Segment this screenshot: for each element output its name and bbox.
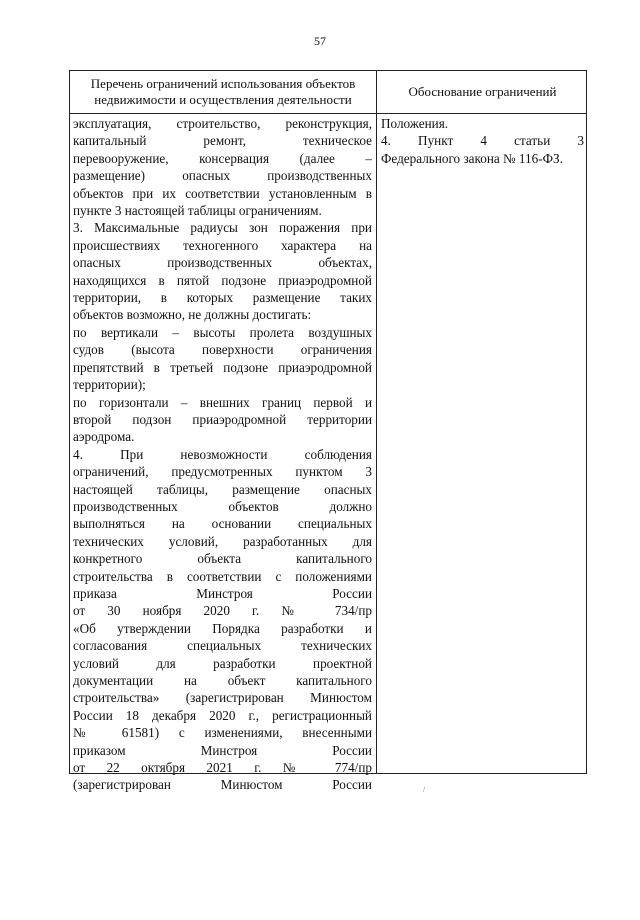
restriction-line: пункте 3 настоящей таблицы ограничениям.: [73, 203, 322, 219]
restriction-line: препятствий в третьей подзоне приаэродромной: [73, 359, 372, 375]
restriction-line: (зарегистрирован Минюстом России: [73, 777, 372, 793]
restriction-line: России 18 декабря 2020 г., регистрационный: [73, 707, 372, 723]
restriction-line: судов (высота поверхности ограничения: [73, 342, 372, 358]
restriction-line: настоящей таблицы, размещение опасных: [73, 481, 372, 497]
restriction-line: приказа Минстроя России: [73, 585, 372, 601]
restriction-line: 4. При невозможности соблюдения: [73, 446, 372, 462]
justification-line: Положения.: [381, 116, 449, 131]
restriction-line: документации на объект капитального: [73, 673, 372, 688]
scan-mark: /: [423, 785, 426, 794]
restriction-line: условий для разработки проектной: [73, 655, 372, 671]
restriction-line: аэродрома.: [73, 429, 135, 445]
header-restrictions: Перечень ограничений использования объектов недвижимости и осуществления деятельности: [90, 76, 356, 107]
justification-line: Федерального закона № 116-ФЗ.: [381, 150, 563, 166]
restriction-line: объектов возможно, не должны достигать:: [73, 307, 312, 323]
restriction-line: эксплуатация, строительство, реконструкция,: [73, 116, 372, 131]
restriction-line: по горизонтали – внешних границ первой и: [73, 394, 372, 410]
restriction-line: по вертикали – высоты пролета воздушных: [73, 324, 372, 340]
restriction-line: опасных производственных объектах,: [73, 255, 372, 271]
justification-line: 4. Пункт 4 статьи 3: [381, 133, 584, 149]
restriction-line: «Об утверждении Порядка разработки и: [73, 620, 372, 636]
header-divider: [70, 113, 586, 114]
restriction-line: объектов при их соответствии установленным в: [73, 185, 372, 201]
page-number: 57: [314, 34, 326, 48]
header-justification: Обоснование ограничений: [408, 84, 557, 99]
restriction-line: выполняться на основании специальных: [73, 516, 372, 532]
restriction-line: согласования специальных технических: [73, 638, 372, 654]
restriction-line: приказом Минстроя России: [73, 742, 372, 758]
restriction-line: 3. Максимальные радиусы зон поражения при: [73, 220, 372, 236]
restriction-line: перевооружение, консервация (далее –: [73, 150, 372, 166]
restriction-line: происшествиях техногенного характера на: [73, 237, 372, 253]
justification-text: [381, 115, 584, 167]
restriction-line: производственных объектов должно: [73, 498, 372, 514]
restriction-line: находящихся в пятой подзоне приаэродромной: [73, 272, 372, 288]
restriction-line: размещение) опасных производственных: [73, 168, 372, 184]
column-divider: [376, 71, 377, 773]
restriction-line: от 30 ноября 2020 г. № 734/пр: [73, 603, 372, 619]
restriction-line: технических условий, разработанных для: [73, 533, 372, 549]
restriction-line: строительства в соответствии с положениями: [73, 568, 372, 584]
restriction-line: второй подзон приаэродромной территории: [73, 411, 372, 427]
restriction-line: строительства» (зарегистрирован Минюстом: [73, 690, 372, 706]
restriction-line: № 61581) с изменениями, внесенными: [73, 725, 372, 741]
restrictions-text: [73, 115, 372, 794]
restriction-line: конкретного объекта капитального: [73, 551, 372, 567]
restriction-line: капитальный ремонт, техническое: [73, 133, 372, 149]
restriction-line: территории, в которых размещение таких: [73, 290, 372, 306]
restrictions-table: [69, 70, 587, 793]
restriction-line: ограничений, предусмотренных пунктом 3: [73, 464, 372, 480]
restriction-line: от 22 октября 2021 г. № 774/пр: [73, 760, 372, 776]
restriction-line: территории);: [73, 377, 146, 393]
